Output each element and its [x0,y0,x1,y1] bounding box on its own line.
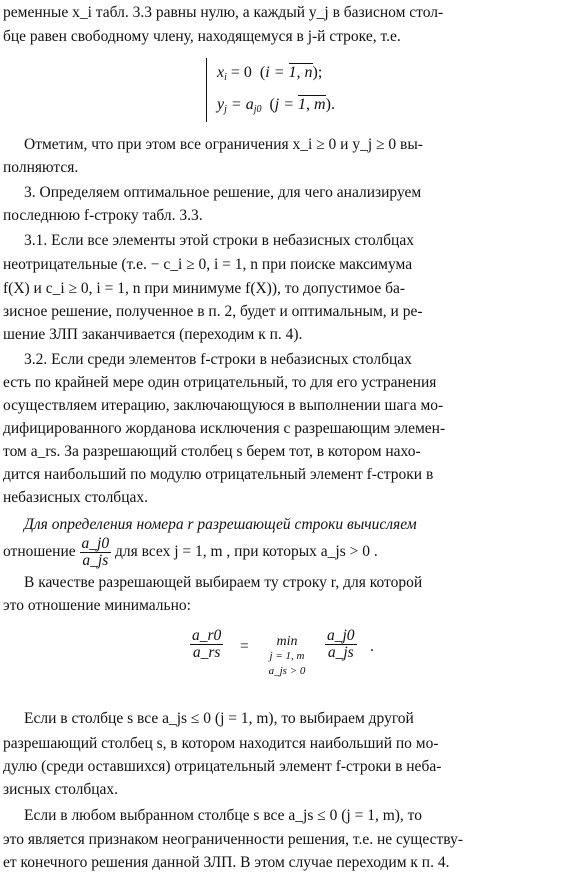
equals-sign: = [240,638,249,655]
ratio-fraction: $\frac{a\_j0}{a\_js}$ [81,535,110,569]
system-row-1: $x_i = 0$ (i = 1, n); [217,64,323,83]
text-line: неотрицательные (т.е. − c_i ≥ 0, i = 1, n при поиске максимума [3,256,413,273]
text-line: осуществляем итерацию, заключающуюся в выполнении шага мо- [3,397,444,414]
text-line: зисных столбцах. [3,781,119,798]
text-line: дифицированного жорданова исключения с разрешающим элемен- [3,420,446,437]
text-line: Если в любом выбранном столбце s все a_js ≤ 0 (j = 1, m), то [24,807,422,824]
rhs-fraction: $\frac{a\_j0}{a\_js}$ [327,627,355,661]
text-line: бце равен свободному члену, находящемуся в j-й строке, т.е. [3,28,401,45]
text-line: это является признаком неограниченности решения, т.е. не существу- [3,831,463,848]
min-operator: min j = 1, m a_js > 0 [268,634,306,677]
text-line: есть по крайней мере один отрицательный, то для его устранения [3,374,437,391]
text-line: разрешающий столбец s, в котором находится наибольший по мо- [3,735,439,752]
ratio-line: отношение $\frac{a\_j0}{a\_js}$ для всех j = 1, m , при которых a_js > 0 . [3,535,378,569]
lhs-fraction: $\frac{a\_r0}{a\_rs}$ [192,627,222,661]
text-line: Если в столбце s все a_js ≤ 0 (j = 1, m), то выбираем другой [24,710,414,727]
text-line: 3.1. Если все элементы этой строки в небазисных столбцах [24,232,414,249]
text-line: небазисных столбцах. [3,489,148,506]
text-line: ет конечного решения данной ЗЛП. В этом случае переходим к п. 4. [3,854,450,871]
text-line: Отметим, что при этом все ограничения x_i ≥ 0 и y_j ≥ 0 вы- [24,136,423,153]
text-line: Для определения номера r разрешающей строки вычисляем [24,516,417,533]
text-line: дулю (среди оставшихся) отрицательный элемент f-строки в неба- [3,758,442,775]
formula-end: . [370,638,374,655]
text-line: ременные x_i табл. 3.3 равны нулю, а каждый y_j в базисном стол- [3,4,444,21]
text-line: это отношение минимально: [3,597,191,614]
text-line: В качестве разрешающей выбираем ту строку r, для которой [24,574,423,591]
text-line: 3.2. Если среди элементов f-строки в небазисных столбцах [24,351,412,368]
min-formula [190,622,410,692]
text-line: шение ЗЛП заканчивается (переходим к п. 4). [3,326,303,343]
text-line: 3. Определяем оптимальное решение, для чего анализируем [24,184,422,201]
text-line: последнюю f-строку табл. 3.3. [3,207,203,224]
text-line: f(X) и c_i ≥ 0, i = 1, n при минимуме f(X)), то допустимое ба- [3,280,406,297]
text-line: зисное решение, полученное в п. 2, будет и оптимальным, и ре- [3,303,423,320]
text-line: полняются. [3,159,79,176]
system-row-2: $y_j = a_{j0}$ (j = 1, m). [217,96,335,115]
equation-system [206,58,507,122]
text-line: том a_rs. За разрешающий столбец s берем тот, в котором нахо- [3,443,421,460]
text-line: дится наибольший по модулю отрицательный элемент f-строки в [3,466,434,483]
